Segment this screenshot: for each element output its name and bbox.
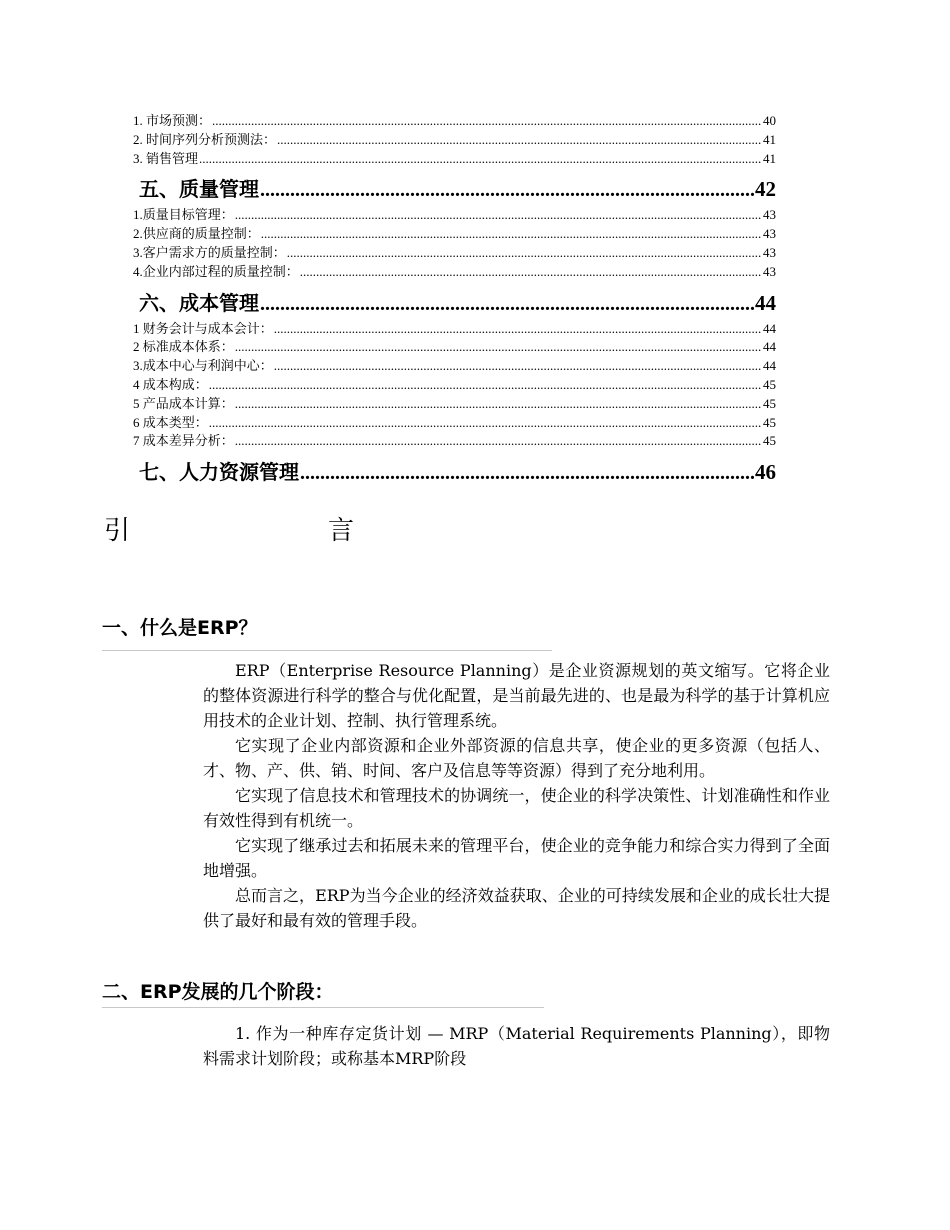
paragraph: 它实现了继承过去和拓展未来的管理平台，使企业的竞争能力和综合实力得到了全面地增强。 [203, 836, 830, 880]
toc-entry-page: 43 [763, 226, 776, 242]
section-divider [102, 650, 552, 651]
toc-entry-label: 2.供应商的质量控制： [133, 226, 260, 242]
toc-entry-page: 40 [763, 113, 776, 128]
toc-entry-label: 4.企业内部过程的质量控制： [133, 263, 299, 279]
toc-entry[interactable] [133, 150, 776, 169]
paragraph: 总而言之，ERP为当今企业的经济效益获取、企业的可持续发展和企业的成长壮大提供了最好和最有效的管理手段。 [203, 886, 830, 930]
toc-entry-label: 7 成本差异分析： [133, 433, 234, 449]
toc-entry-label: 3.成本中心与利润中心： [133, 358, 273, 374]
toc-leader-dots [300, 263, 762, 282]
paragraph: 它实现了企业内部资源和企业外部资源的信息共享，使企业的更多资源（包括人、才、物、产、供、销、时间、客户及信息等等资源）得到了充分地利用。 [203, 736, 830, 780]
toc-entry[interactable] [133, 263, 776, 282]
toc-leader-dots [209, 376, 762, 395]
toc-entry-label: 4 成本构成： [133, 376, 208, 392]
toc-leader-dots [209, 414, 762, 433]
paragraph: 它实现了信息技术和管理技术的协调统一，使企业的科学决策性、计划准确性和作业有效性得到有机统一。 [203, 786, 830, 830]
toc-entry[interactable] [133, 357, 776, 376]
toc-leader-dots [235, 395, 762, 414]
toc-entry-page: 45 [763, 395, 776, 411]
introduction-title-char: 引 [104, 516, 131, 546]
toc-chapter-cost[interactable] [133, 286, 776, 320]
toc-entry-page: 45 [763, 376, 776, 392]
toc-entry[interactable] [133, 320, 776, 339]
toc-entry-label: 5 产品成本计算： [133, 395, 234, 411]
toc-chapter-page: 42 [755, 177, 776, 202]
toc-entry-label: 1. 市场预测： [133, 113, 212, 128]
toc-entry[interactable] [133, 414, 776, 433]
toc-leader-dots [260, 287, 754, 321]
toc-entry-page: 41 [763, 150, 776, 166]
table-of-contents [133, 112, 776, 489]
section-heading-erp-stages: 二、ERP发展的几个阶段： [102, 981, 334, 1003]
toc-entry-label: 3. 销售管理 [133, 150, 199, 166]
toc-entry[interactable] [133, 112, 776, 131]
section-body [203, 658, 830, 933]
toc-leader-dots [287, 244, 762, 263]
toc-chapter-page: 44 [755, 290, 776, 315]
section-heading-what-is-erp: 一、什么是ERP？ [102, 617, 258, 639]
toc-chapter-hr[interactable] [133, 455, 776, 489]
toc-chapter-label: 五、质量管理 [139, 177, 259, 202]
toc-entry-page: 44 [763, 358, 776, 374]
toc-entry-label: 6 成本类型： [133, 414, 208, 430]
toc-entry[interactable] [133, 338, 776, 357]
toc-chapter-quality[interactable] [133, 172, 776, 206]
toc-entry-page: 43 [763, 263, 776, 279]
toc-leader-dots [260, 173, 754, 207]
toc-entry-label: 2. 时间序列分析预测法： [133, 131, 277, 147]
toc-entry[interactable] [133, 395, 776, 414]
toc-entry-page: 45 [763, 414, 776, 430]
toc-entry-label: 1.质量目标管理： [133, 207, 234, 223]
toc-leader-dots [274, 357, 762, 376]
toc-leader-dots [199, 150, 762, 169]
toc-leader-dots [212, 112, 762, 131]
toc-entry[interactable] [133, 131, 776, 150]
toc-leader-dots [277, 131, 762, 150]
paragraph: ERP（Enterprise Resource Planning）是企业资源规划的英文缩写。它将企业的整体资源进行科学的整合与优化配置，是当前最先进的、也是最为科学的基于计算机应用技术的企业计划、控制、执行管理系统。 [203, 661, 830, 730]
toc-entry-page: 44 [763, 320, 776, 336]
toc-chapter-label: 六、成本管理 [139, 290, 259, 315]
toc-leader-dots [300, 456, 754, 490]
toc-entry-page: 43 [763, 244, 776, 260]
toc-leader-dots [235, 206, 762, 225]
toc-chapter-label: 七、人力资源管理 [139, 460, 299, 485]
toc-entry[interactable] [133, 432, 776, 451]
toc-entry-label: 1 财务会计与成本会计： [133, 320, 273, 336]
toc-entry[interactable] [133, 206, 776, 225]
toc-entry-page: 44 [763, 339, 776, 355]
toc-entry-page: 43 [763, 207, 776, 223]
toc-entry-label: 2 标准成本体系： [133, 339, 234, 355]
toc-entry[interactable] [133, 225, 776, 244]
toc-leader-dots [274, 320, 762, 339]
toc-entry-page: 45 [763, 433, 776, 449]
toc-leader-dots [261, 225, 762, 244]
section-divider [102, 1007, 544, 1008]
toc-entry-label: 3.客户需求方的质量控制： [133, 244, 286, 260]
toc-entry-page: 41 [763, 131, 776, 147]
introduction-title-char: 言 [328, 516, 355, 546]
toc-chapter-page: 46 [755, 460, 776, 485]
toc-leader-dots [235, 338, 762, 357]
paragraph: 1. 作为一种库存定货计划 — MRP（Material Requirements Planning），即物料需求计划阶段；或称基本MRP阶段 [203, 1024, 830, 1068]
section-body [203, 1021, 830, 1071]
toc-entry[interactable] [133, 244, 776, 263]
toc-leader-dots [235, 432, 762, 451]
toc-entry[interactable] [133, 376, 776, 395]
